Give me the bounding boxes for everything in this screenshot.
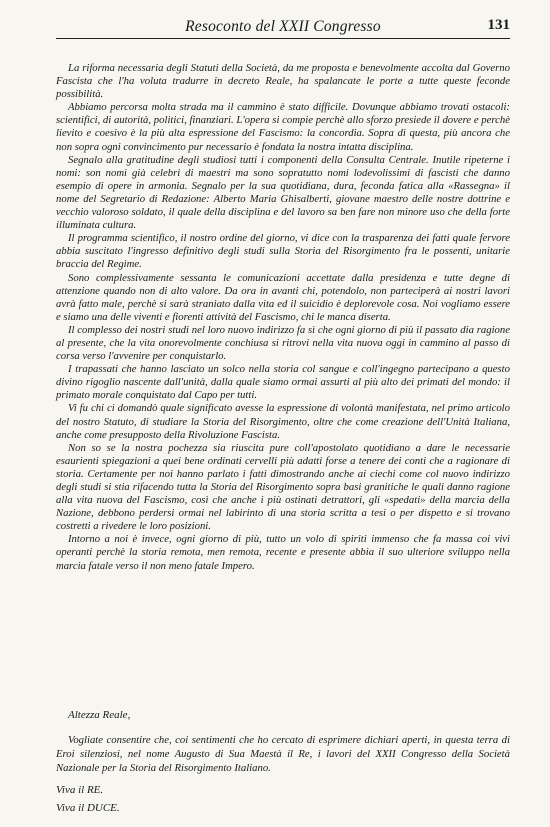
paragraph: I trapassati che hanno lasciato un solco nella storia col sangue e coll'ingegno partecipano a questo divino rigoglio nascente dall'unità, dalla quale siamo ormai assurti al più alto dei primati del mondo: il primato morale conquistato dal Capo per tutti. bbox=[56, 363, 510, 402]
closing-line: Viva il DUCE. bbox=[56, 802, 120, 814]
paragraph: Non so se la nostra pochezza sia riuscita pure coll'apostolato quotidiano a dare le necessarie esaurienti spiegazioni a quei bene ordinati cervelli più adatti forse a tenere dei conti che a ragionare di storia. Certamente per noi hanno parlato i fatti dimostrando anche ai ciechi come col nuovo indirizzo degli studi si stia rifacendo tutta la Storia del Risorgimento sopra basi granitiche le quali danno ragione alla vita nuova del Fascismo, così che anche i più ostinati detrattori, gli «spedati» della marcia della Nazione, debbono perdersi ormai nel labirinto di una storia scritta a tesi o per dispetto e si trovano costretti a rivedere le loro posizioni. bbox=[56, 441, 510, 533]
paragraph: La riforma necessaria degli Statuti della Società, da me proposta e benevolmente accolta dal Governo Fascista che l'ha voluta tradurre in decreto Reale, ha spalancate le porte a tutte queste feconde possibilità. bbox=[56, 62, 510, 101]
final-paragraph: Vogliate consentire che, coi sentimenti che ho cercato di esprimere dichiari aperti, in questa terra di Eroi silenziosi, nel nome Augusto di Sua Maestà il Re, i lavori del XXII Congresso della Società Nazionale per la Storia del Risorgimento Italiano. bbox=[56, 734, 510, 774]
paragraph: Il programma scientifico, il nostro ordine del giorno, vi dice con la trasparenza dei fatti quale fervore abbia suscitato l'ingresso definitivo degli studi sulla Storia del Risorgimento fra le possenti, unitarie braccia del Regime. bbox=[56, 232, 510, 271]
paragraph: Abbiamo percorsa molta strada ma il cammino è stato difficile. Dovunque abbiamo trovati ostacoli: scientifici, di autorità, politici, finanziari. L'opera si compie perchè allo sforzo presiede il dovere e perchè lievito e coesivo è la più alta espressione del Fascismo: la concordia. Sopra di questa, più ancora che non sopra ogni convincimento pur necessario è fondata la nostra intatta disciplina. bbox=[56, 101, 510, 153]
paragraph: Sono complessivamente sessanta le comunicazioni accettate dalla presidenza e tutte degne di attenzione quando non di alto valore. Da ora in avanti chi, potendolo, non parteciperà ai nostri lavori avrà fatto male, perchè si sarà straniato dalla vita ed il suicidio è deplorevole cosa. Noi vogliamo essere e siamo una delle viventi e fiorenti attività del Fascismo, chi le manca diserta. bbox=[56, 271, 510, 323]
page-number: 131 bbox=[487, 17, 510, 33]
paragraph: Vi fu chi ci domandò quale significato avesse la espressione di volontà manifestata, nel primo articolo del nostro Statuto, di studiare la Storia del Risorgimento, oltre che come creazione dell'Unità Italiana, anche come presupposto della Rivoluzione Fascista. bbox=[56, 402, 510, 441]
paragraph: Intorno a noi è invece, ogni giorno di più, tutto un volo di spiriti immenso che fa massa coi vivi operanti perchè la storia remota, men remota, recente e presente abbia il suo ulteriore sviluppo nella marcia fatale verso il non meno fatale Impero. bbox=[56, 533, 510, 572]
salutation: Altezza Reale, bbox=[68, 709, 131, 721]
paragraph: Il complesso dei nostri studi nel loro nuovo indirizzo fa sì che ogni giorno di più il passato dia ragione al presente, che la vita onorevolmente conchiusa si ritrovi nella vita nuova oggi in cammino al passo di corsa verso l'avvenire per conquistarlo. bbox=[56, 323, 510, 363]
paragraph: Segnalo alla gratitudine degli studiosi tutti i componenti della Consulta Centrale. Inutile ripeterne i nomi: son nomi già celebri di maestri ma sono sopratutto nomi lodevolissimi di fascisti che danno esempio di opere in armonia. Segnalo per la sua quotidiana, dura, feconda fatica alla «Rassegna» il nome del Segretario di Redazione: Alberto Maria Ghisalberti, giovane maestro delle nostre dottrine e vecchio valoroso soldato, il quale della disciplina e del lavoro sa ben fare non minore uso che della forte illuminata cultura. bbox=[56, 153, 510, 232]
page-header bbox=[56, 16, 510, 39]
closing-line: Viva il RE. bbox=[56, 784, 104, 796]
running-title: Resoconto del XXII Congresso bbox=[185, 18, 381, 35]
body-text bbox=[56, 62, 510, 573]
